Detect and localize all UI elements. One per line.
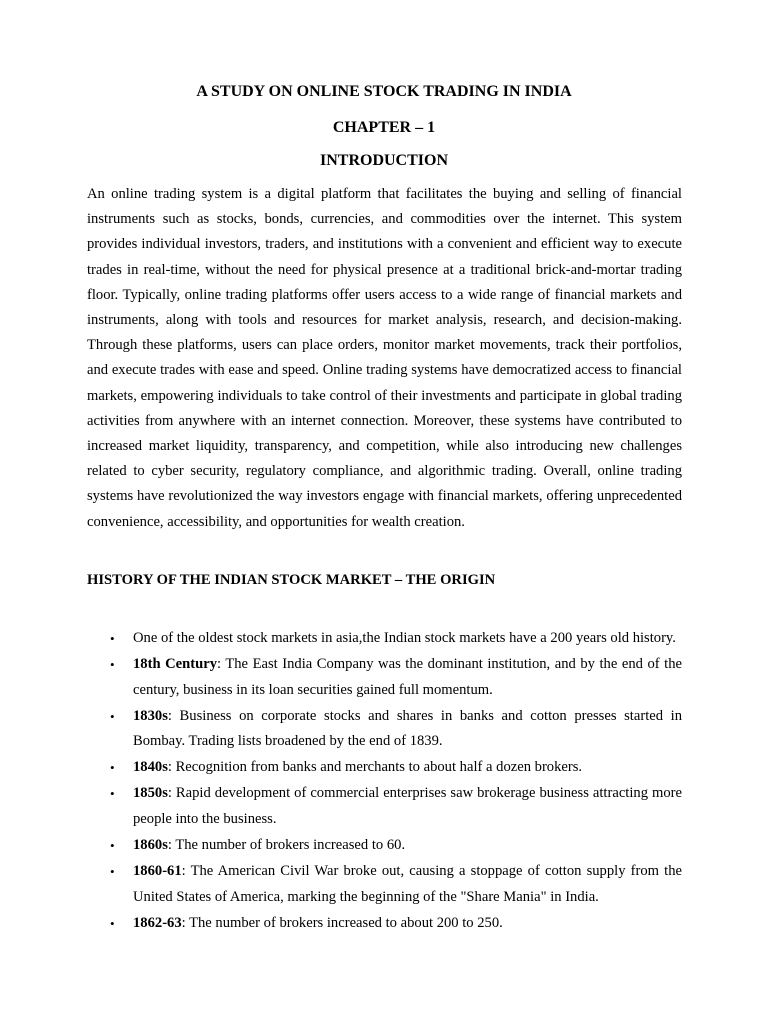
list-item-text: : The American Civil War broke out, causing a stoppage of cotton supply from the United States of America, marking the beginning of the "Share Mania" in India. (133, 863, 682, 905)
intro-paragraph: An online trading system is a digital platform that facilitates the buying and selling of financial instruments such as stocks, bonds, currencies, and commodities over the internet. This system provides individual investors, traders, and institutions with a convenient and efficient way to execute trades in real-time, without the need for physical presence at a traditional brick-and-mortar trading floor. Typically, online trading platforms offer users access to a wide range of financial markets and instruments, along with tools and resources for market analysis, research, and decision-making. Through these platforms, users can place orders, monitor market movements, track their portfolios, and execute trades with ease and speed. Online trading systems have democratized access to financial markets, empowering individuals to take control of their investments and participate in global trading activities from anywhere with an internet connection. Moreover, these systems have contributed to increased market liquidity, transparency, and competition, while also introducing new challenges related to cyber security, regulatory compliance, and algorithmic trading. Overall, online trading systems have revolutionized the way investors engage with financial markets, offering unprecedented convenience, accessibility, and opportunities for wealth creation. (87, 186, 682, 530)
list-item-label: 1850s (133, 785, 168, 802)
bullet-icon: • (110, 837, 115, 853)
list-item (87, 833, 682, 859)
list-item-text: One of the oldest stock markets in asia,the Indian stock markets have a 200 years old history. (133, 630, 676, 646)
list-item-text: : Rapid development of commercial enterprises saw brokerage business attracting more people into the business. (133, 785, 682, 827)
bullet-icon: • (110, 708, 115, 724)
bullet-icon: • (110, 631, 115, 646)
document-title: A STUDY ON ONLINE STOCK TRADING IN INDIA (196, 83, 572, 100)
list-item-label: 18th Century (133, 656, 217, 673)
list-item (87, 626, 682, 652)
bullet-icon: • (110, 760, 115, 776)
list-item-label: 1840s (133, 759, 168, 776)
section-title: INTRODUCTION (319, 152, 448, 169)
chapter-heading: CHAPTER – 1 (332, 119, 436, 136)
bullet-icon: • (110, 864, 115, 880)
list-item-label: 1862-63 (133, 914, 182, 931)
list-item (87, 755, 682, 781)
list-item-text: : Recognition from banks and merchants to about half a dozen brokers. (167, 759, 583, 776)
list-item (87, 704, 682, 755)
bullet-icon: • (110, 657, 115, 673)
list-item-text: : The East India Company was the dominant institution, and by the end of the century, business in its loan securities gained full momentum. (133, 656, 682, 698)
list-item-label: 1860-61 (133, 863, 182, 880)
list-item-text: : The number of brokers increased to about 200 to 250. (181, 914, 503, 931)
list-item-text: : Business on corporate stocks and shares in banks and cotton presses started in Bombay. Trading lists broadened by the end of 1839. (133, 707, 682, 750)
list-item (87, 911, 682, 937)
list-item-label: 1860s (133, 836, 168, 853)
list-item-text: : The number of brokers increased to 60. (167, 836, 406, 853)
bullet-icon: • (110, 915, 115, 931)
bullet-icon: • (110, 786, 115, 802)
list-item (87, 652, 682, 703)
history-list (87, 626, 682, 937)
list-item (87, 781, 682, 832)
list-item (87, 859, 682, 910)
history-heading: HISTORY OF THE INDIAN STOCK MARKET – THE ORIGIN (87, 572, 496, 588)
list-item-label: 1830s (133, 707, 168, 724)
